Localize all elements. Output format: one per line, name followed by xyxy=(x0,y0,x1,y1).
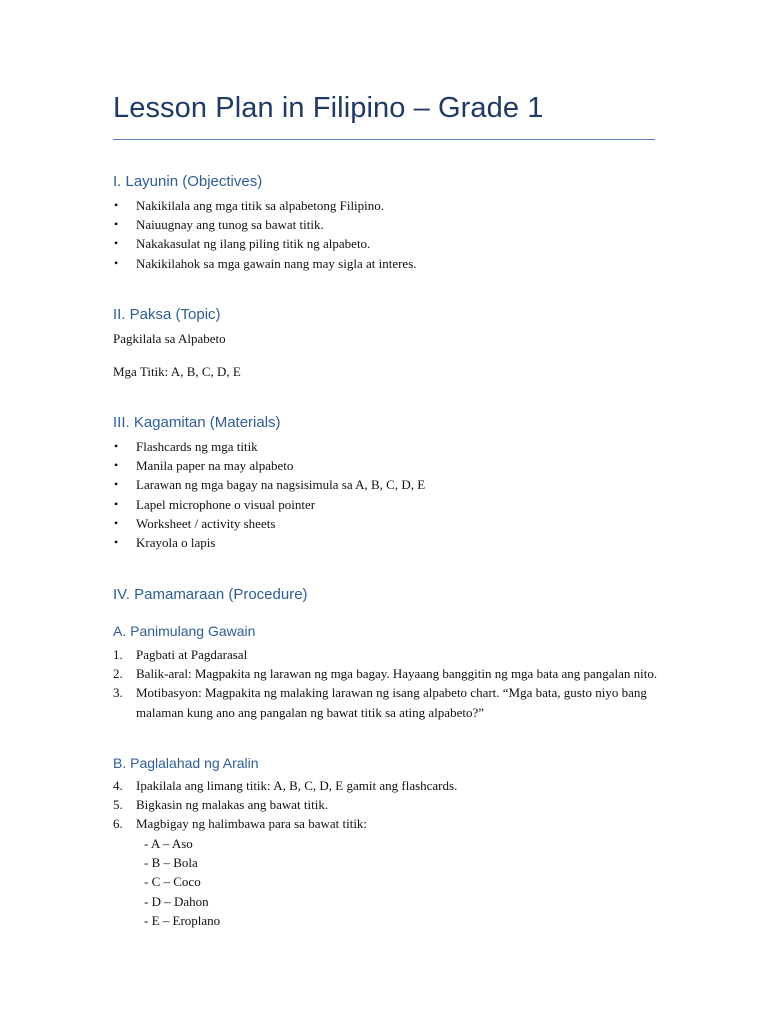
material-item: • Larawan ng mga bagay na nagsisimula sa A, B, C, D, E xyxy=(113,475,425,494)
procedure-step: 5. Bigkasin ng malakas ang bawat titik. xyxy=(113,797,329,813)
procedure-step: 6. Magbigay ng halimbawa para sa bawat titik: xyxy=(113,816,368,832)
examples-list xyxy=(144,834,220,930)
objective-item: • Nakikilahok sa mga gawain nang may sigla at interes. xyxy=(113,254,417,273)
topic-heading: II. Paksa (Topic) xyxy=(113,306,221,323)
objectives-heading: I. Layunin (Objectives) xyxy=(113,173,263,190)
material-item: • Flashcards ng mga titik xyxy=(113,437,425,456)
topic-line: Pagkilala sa Alpabeto xyxy=(113,331,226,346)
procedure-step: 3. Motibasyon: Magpakita ng malaking larawan ng isang alpabeto chart. “Mga bata, gusto niyo bang malaman kung ano ang pangalan ng bawat titik sa ating alpabeto?” xyxy=(113,685,647,720)
procedure-b-list xyxy=(113,776,457,834)
example-item: - C – Coco xyxy=(144,874,201,890)
bullet-icon: • xyxy=(114,439,119,453)
procedure-step: 1. Pagbati at Pagdarasal xyxy=(113,647,248,662)
materials-list xyxy=(113,437,425,552)
topic-line: Mga Titik: A, B, C, D, E xyxy=(113,364,241,379)
material-item: • Krayola o lapis xyxy=(113,533,425,552)
procedure-a-heading: A. Panimulang Gawain xyxy=(113,623,256,639)
objectives-list xyxy=(113,196,417,273)
bullet-icon: • xyxy=(114,535,119,550)
title-underline xyxy=(113,139,655,140)
bullet-icon: • xyxy=(114,496,119,511)
document-title: Lesson Plan in Filipino – Grade 1 xyxy=(113,92,544,124)
bullet-icon: • xyxy=(114,198,119,212)
procedure-step: 2. Balik-aral: Magpakita ng larawan ng mga bagay. Hayaang banggitin ng mga bata ang pangalan nito. xyxy=(113,666,658,682)
bullet-icon: • xyxy=(114,477,119,492)
objective-item: • Naiuugnay ang tunog sa bawat titik. xyxy=(113,215,417,234)
example-item: - D – Dahon xyxy=(144,893,209,909)
material-item: • Worksheet / activity sheets xyxy=(113,514,425,533)
material-item: • Lapel microphone o visual pointer xyxy=(113,495,425,514)
materials-heading: III. Kagamitan (Materials) xyxy=(113,414,281,431)
bullet-icon: • xyxy=(114,255,119,270)
bullet-icon: • xyxy=(114,515,119,530)
objective-item: • Nakikilala ang mga titik sa alpabetong Filipino. xyxy=(113,196,417,215)
procedure-a-list xyxy=(113,645,658,722)
bullet-icon: • xyxy=(114,236,119,251)
objective-item: • Nakakasulat ng ilang piling titik ng alpabeto. xyxy=(113,234,417,253)
material-item: • Manila paper na may alpabeto xyxy=(113,456,425,475)
example-item: - E – Eroplano xyxy=(144,912,221,928)
bullet-icon: • xyxy=(114,217,119,232)
procedure-b-heading: B. Paglalahad ng Aralin xyxy=(113,755,259,771)
example-item: - B – Bola xyxy=(144,855,198,871)
procedure-step: 4. Ipakilala ang limang titik: A, B, C, D, E gamit ang flashcards. xyxy=(113,778,458,793)
bullet-icon: • xyxy=(114,458,119,473)
example-item: - A – Aso xyxy=(144,836,193,851)
procedure-heading: IV. Pamamaraan (Procedure) xyxy=(113,586,308,603)
